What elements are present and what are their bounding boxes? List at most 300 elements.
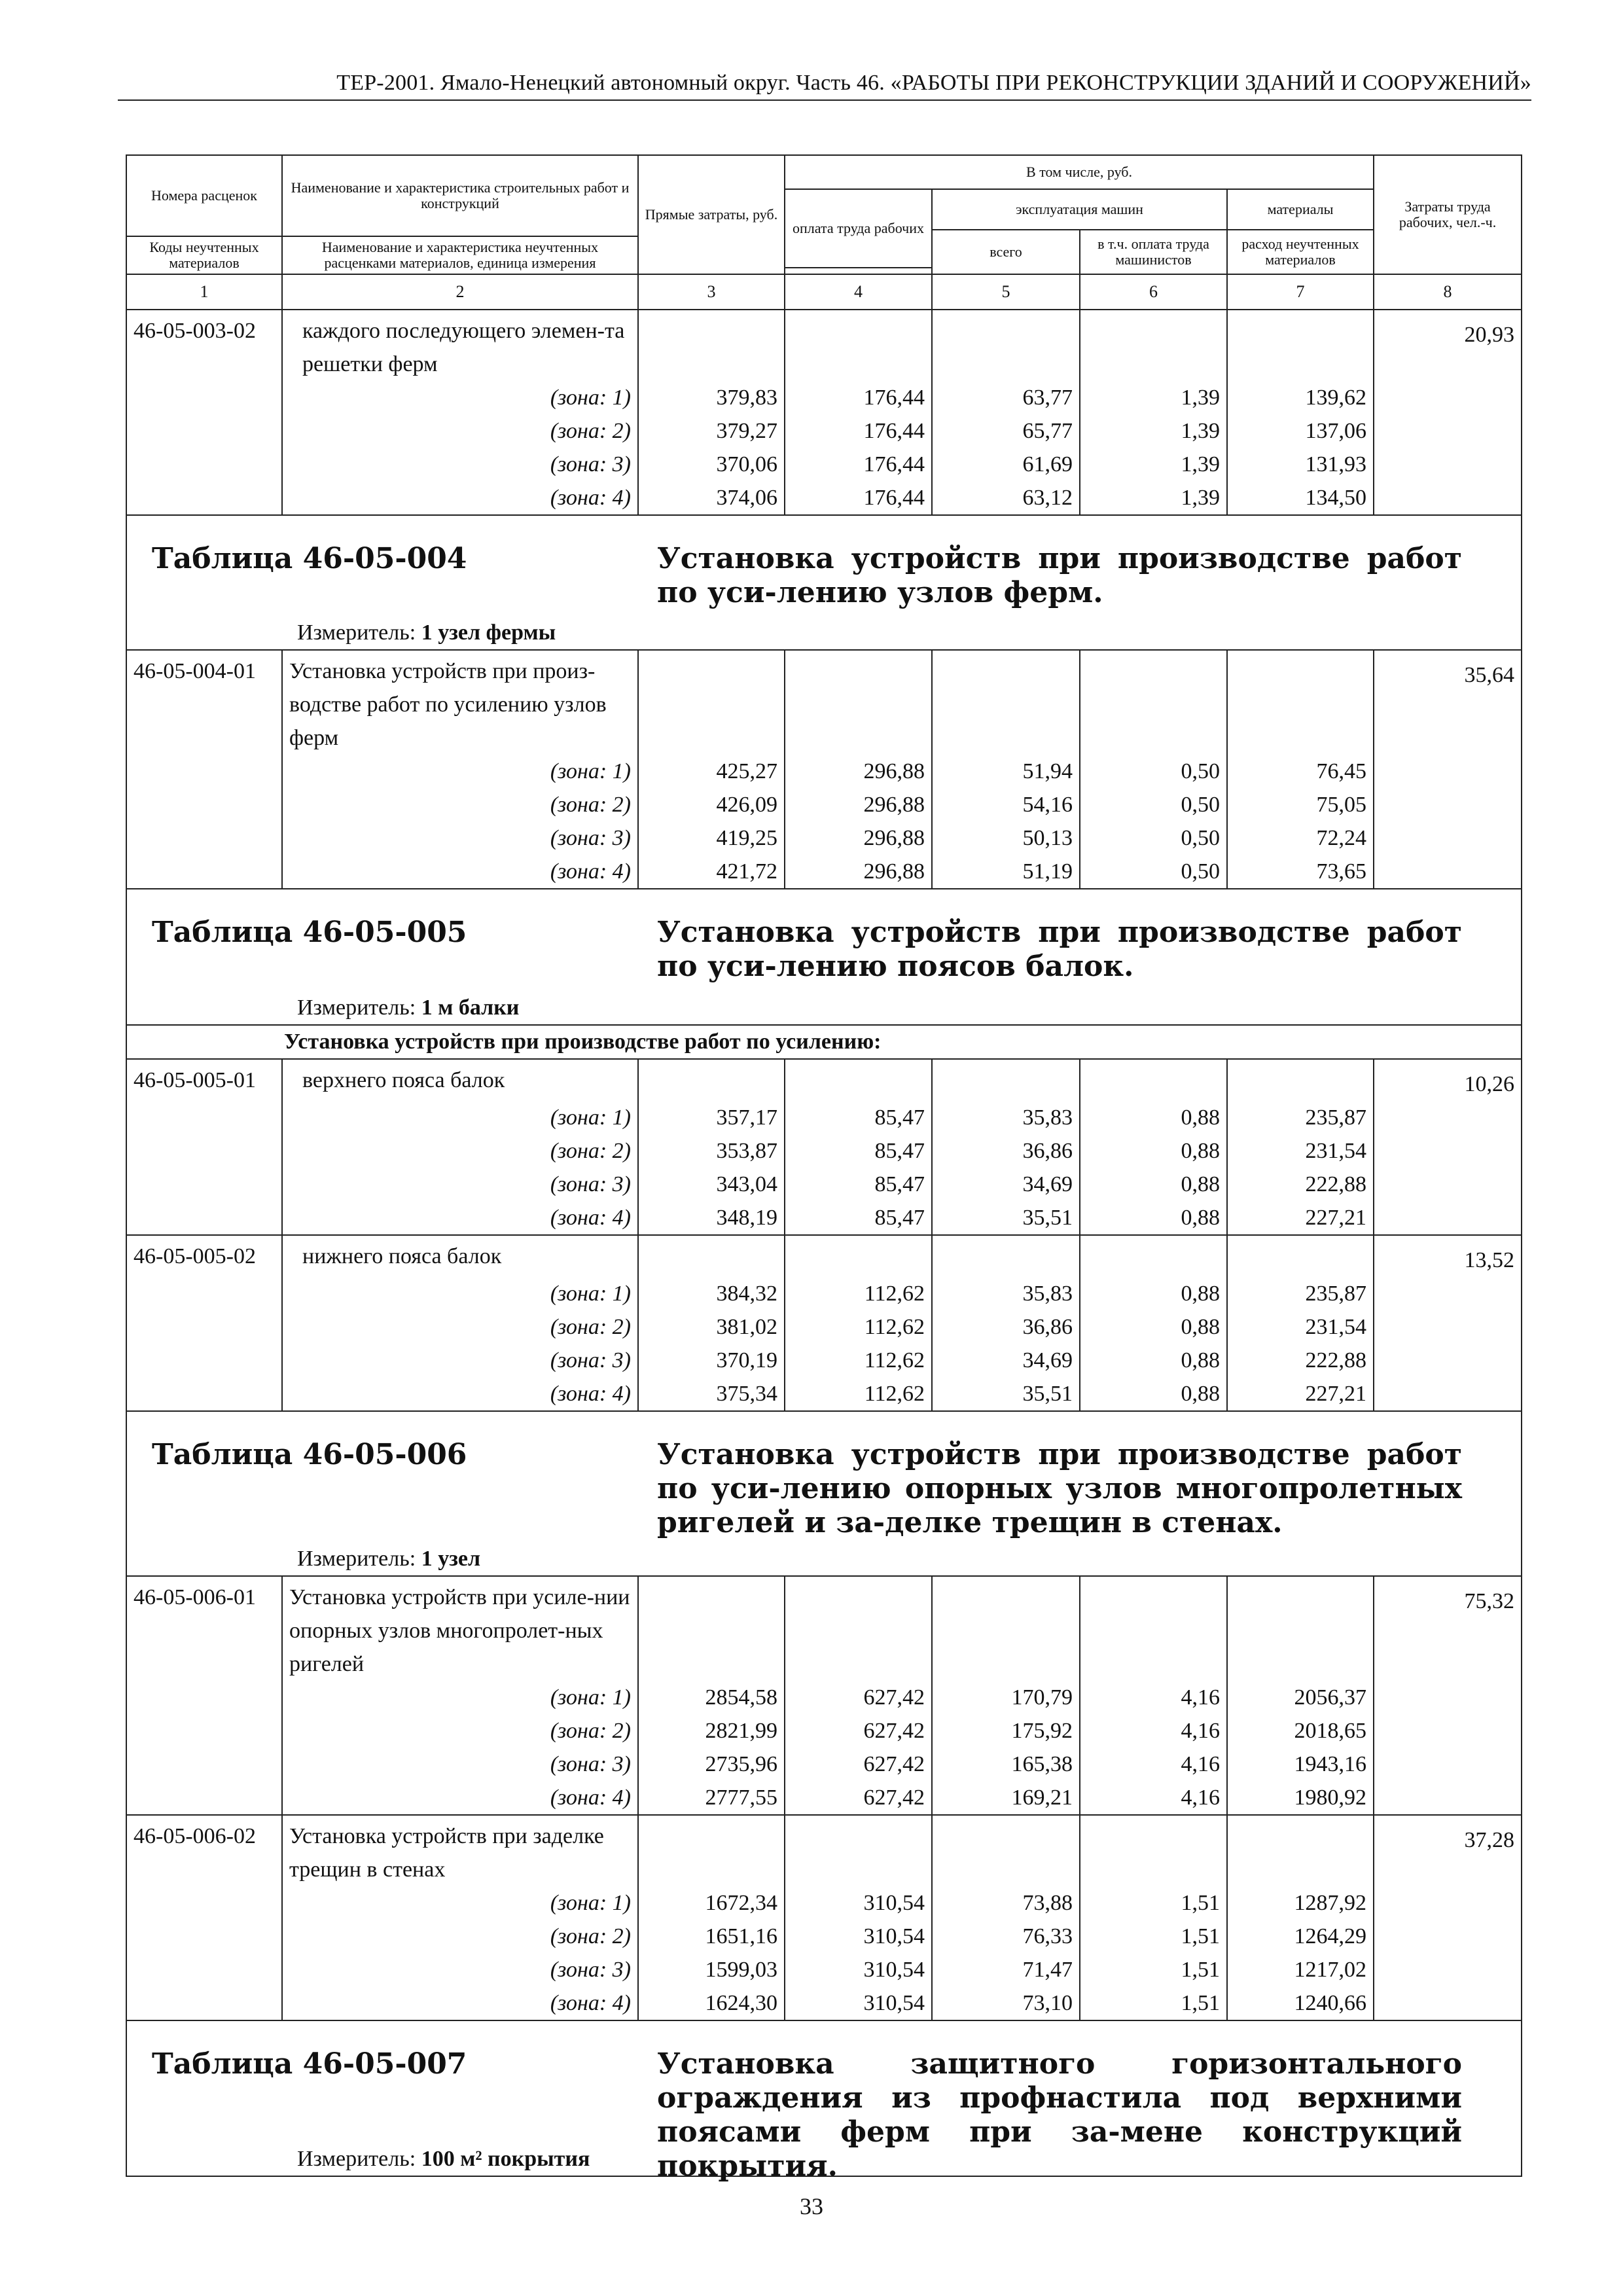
materials-cost: 1217,02: [1227, 1953, 1374, 1986]
header-including: В том числе, руб.: [785, 155, 1374, 189]
section-header: [126, 889, 1522, 1025]
empty-cell: [1374, 1344, 1522, 1377]
machine-cost: 36,86: [932, 1310, 1080, 1344]
zone-row: [126, 1168, 1522, 1201]
empty-cell: [1374, 1886, 1522, 1920]
machine-cost: 73,10: [932, 1986, 1080, 2020]
header-machines: эксплуатация машин: [932, 189, 1227, 230]
machine-cost: 71,47: [932, 1953, 1080, 1986]
materials-cost: 134,50: [1227, 481, 1374, 515]
labor-cost: 20,93: [1374, 310, 1522, 381]
empty-cell: [785, 650, 932, 755]
header-materials: материалы: [1227, 189, 1374, 230]
materials-cost: 75,05: [1227, 788, 1374, 821]
table-title: Таблица 46-05-004: [152, 542, 467, 575]
meter-value: 1 м балки: [421, 996, 520, 1020]
wage-cost: 176,44: [785, 414, 932, 448]
materials-cost: 235,87: [1227, 1101, 1374, 1134]
machine-cost: 169,21: [932, 1781, 1080, 1815]
empty-cell: [126, 481, 282, 515]
empty-cell: [1374, 1714, 1522, 1748]
zone-label: (зона: 3): [282, 821, 638, 855]
operator-wage: 0,50: [1080, 788, 1227, 821]
empty-cell: [126, 1277, 282, 1310]
direct-cost: 2735,96: [638, 1748, 785, 1781]
materials-cost: 1240,66: [1227, 1986, 1374, 2020]
empty-cell: [785, 1576, 932, 1681]
empty-cell: [126, 1201, 282, 1235]
machine-cost: 175,92: [932, 1714, 1080, 1748]
zone-row: [126, 481, 1522, 515]
machine-cost: 51,94: [932, 755, 1080, 788]
meter: [297, 620, 556, 645]
wage-cost: 296,88: [785, 755, 932, 788]
empty-cell: [1080, 310, 1227, 381]
section-header-cell: [126, 515, 1522, 650]
zone-label: (зона: 1): [282, 381, 638, 414]
zone-label: (зона: 3): [282, 1168, 638, 1201]
operator-wage: 0,88: [1080, 1310, 1227, 1344]
materials-cost: 76,45: [1227, 755, 1374, 788]
header-number: 5: [932, 274, 1080, 310]
empty-cell: [1374, 381, 1522, 414]
materials-cost: 139,62: [1227, 381, 1374, 414]
empty-cell: [1374, 481, 1522, 515]
operator-wage: 0,88: [1080, 1134, 1227, 1168]
machine-cost: 36,86: [932, 1134, 1080, 1168]
header-number: 4: [785, 274, 932, 310]
materials-cost: 1980,92: [1227, 1781, 1374, 1815]
labor-cost: 10,26: [1374, 1059, 1522, 1101]
subheading: Установка устройств при производстве работ по усилению:: [126, 1025, 1522, 1059]
empty-cell: [126, 1986, 282, 2020]
table-body: [126, 155, 1522, 2183]
empty-cell: [1227, 1059, 1374, 1101]
empty-cell: [932, 1235, 1080, 1277]
header-col6: в т.ч. оплата труда машинистов: [1080, 230, 1227, 274]
header-number: 2: [282, 274, 638, 310]
materials-cost: 227,21: [1227, 1377, 1374, 1411]
empty-cell: [126, 1681, 282, 1714]
zone-row: [126, 1201, 1522, 1235]
machine-cost: 73,88: [932, 1886, 1080, 1920]
rate-name: нижнего пояса балок: [282, 1235, 638, 1277]
empty-cell: [785, 1235, 932, 1277]
zone-row: [126, 821, 1522, 855]
zone-row: [126, 1344, 1522, 1377]
wage-cost: 296,88: [785, 855, 932, 889]
header-number: 8: [1374, 274, 1522, 310]
empty-cell: [1374, 1781, 1522, 1815]
empty-cell: [1374, 1168, 1522, 1201]
zone-label: (зона: 3): [282, 448, 638, 481]
materials-cost: 137,06: [1227, 414, 1374, 448]
section-header-cell: [126, 1411, 1522, 1576]
zone-label: (зона: 2): [282, 1310, 638, 1344]
machine-cost: 65,77: [932, 414, 1080, 448]
empty-cell: [1080, 1815, 1227, 1886]
operator-wage: 1,39: [1080, 448, 1227, 481]
materials-cost: 73,65: [1227, 855, 1374, 889]
zone-row: [126, 1714, 1522, 1748]
materials-cost: 227,21: [1227, 1201, 1374, 1235]
materials-cost: 231,54: [1227, 1310, 1374, 1344]
machine-cost: 34,69: [932, 1168, 1080, 1201]
empty-cell: [1080, 1059, 1227, 1101]
meter-label: Измеритель:: [297, 1547, 416, 1571]
empty-cell: [1374, 788, 1522, 821]
wage-cost: 112,62: [785, 1277, 932, 1310]
header-number-row: [126, 274, 1522, 310]
direct-cost: 381,02: [638, 1310, 785, 1344]
rate-row: [126, 1059, 1522, 1101]
materials-cost: 131,93: [1227, 448, 1374, 481]
header-col2-top: Наименование и характеристика строительных работ и конструкций: [282, 155, 638, 236]
direct-cost: 370,06: [638, 448, 785, 481]
zone-label: (зона: 1): [282, 755, 638, 788]
rates-table: [126, 154, 1522, 2183]
empty-cell: [126, 1920, 282, 1953]
rate-code: 46-05-005-02: [126, 1235, 282, 1277]
zone-row: [126, 1134, 1522, 1168]
wage-cost: 310,54: [785, 1886, 932, 1920]
direct-cost: 374,06: [638, 481, 785, 515]
zone-row: [126, 381, 1522, 414]
direct-cost: 370,19: [638, 1344, 785, 1377]
table-description: Установка защитного горизонтального ограждения из профнастила под верхними поясами ферм при за-мене конструкций покрытия.: [657, 2047, 1462, 2183]
empty-cell: [126, 1714, 282, 1748]
zone-row: [126, 1920, 1522, 1953]
zone-row: [126, 755, 1522, 788]
header-col2-bottom: Наименование и характеристика неучтенных расценками материалов, единица измерения: [282, 236, 638, 274]
rate-row: [126, 1235, 1522, 1277]
direct-cost: 353,87: [638, 1134, 785, 1168]
zone-label: (зона: 4): [282, 1201, 638, 1235]
empty-cell: [638, 1815, 785, 1886]
meter-value: 1 узел фермы: [421, 620, 556, 645]
machine-cost: 35,83: [932, 1101, 1080, 1134]
machine-cost: 165,38: [932, 1748, 1080, 1781]
empty-cell: [126, 1101, 282, 1134]
direct-cost: 2777,55: [638, 1781, 785, 1815]
materials-cost: 2056,37: [1227, 1681, 1374, 1714]
header-col4: оплата труда рабочих: [785, 189, 932, 268]
machine-cost: 51,19: [932, 855, 1080, 889]
empty-cell: [1227, 310, 1374, 381]
empty-cell: [638, 310, 785, 381]
materials-cost: 1287,92: [1227, 1886, 1374, 1920]
rate-row: [126, 1576, 1522, 1681]
wage-cost: 112,62: [785, 1344, 932, 1377]
operator-wage: 4,16: [1080, 1681, 1227, 1714]
zone-row: [126, 448, 1522, 481]
header-number: 3: [638, 274, 785, 310]
wage-cost: 112,62: [785, 1377, 932, 1411]
empty-cell: [126, 414, 282, 448]
zone-row: [126, 1377, 1522, 1411]
table-description: Установка устройств при производстве работ по уси-лению поясов балок.: [657, 916, 1462, 983]
zone-label: (зона: 4): [282, 855, 638, 889]
empty-cell: [1227, 1235, 1374, 1277]
operator-wage: 4,16: [1080, 1781, 1227, 1815]
header-col7: расход неучтенных материалов: [1227, 230, 1374, 274]
zone-row: [126, 1953, 1522, 1986]
wage-cost: 627,42: [785, 1781, 932, 1815]
meter-label: Измеритель:: [297, 2147, 416, 2171]
wage-cost: 296,88: [785, 821, 932, 855]
materials-cost: 72,24: [1227, 821, 1374, 855]
machine-cost: 63,12: [932, 481, 1080, 515]
empty-cell: [1374, 821, 1522, 855]
operator-wage: 1,51: [1080, 1920, 1227, 1953]
subheading-row: [126, 1025, 1522, 1059]
wage-cost: 310,54: [785, 1920, 932, 1953]
wage-cost: 85,47: [785, 1101, 932, 1134]
section-header: [126, 515, 1522, 650]
zone-label: (зона: 3): [282, 1953, 638, 1986]
table-description: Установка устройств при производстве работ по уси-лению опорных узлов многопролетных ригелей и за-делке трещин в стенах.: [657, 1438, 1462, 1539]
empty-cell: [1080, 650, 1227, 755]
empty-cell: [1227, 650, 1374, 755]
empty-cell: [785, 310, 932, 381]
rate-name: каждого последующего элемен-та решетки ферм: [282, 310, 638, 381]
machine-cost: 63,77: [932, 381, 1080, 414]
header-col5: всего: [932, 230, 1080, 274]
wage-cost: 310,54: [785, 1986, 932, 2020]
empty-cell: [1374, 1681, 1522, 1714]
wage-cost: 85,47: [785, 1201, 932, 1235]
empty-cell: [126, 788, 282, 821]
rate-name: Установка устройств при усиле-нии опорных узлов многопролет-ных ригелей: [282, 1576, 638, 1681]
empty-cell: [1374, 755, 1522, 788]
zone-label: (зона: 4): [282, 1377, 638, 1411]
section-box: [134, 889, 1514, 1024]
zone-label: (зона: 2): [282, 414, 638, 448]
empty-cell: [638, 1235, 785, 1277]
rate-name: верхнего пояса балок: [282, 1059, 638, 1101]
header-number: 7: [1227, 274, 1374, 310]
zone-row: [126, 1101, 1522, 1134]
table-title: Таблица 46-05-005: [152, 916, 467, 949]
zone-label: (зона: 1): [282, 1886, 638, 1920]
section-header: [126, 2020, 1522, 2176]
operator-wage: 0,88: [1080, 1377, 1227, 1411]
zone-label: (зона: 1): [282, 1681, 638, 1714]
direct-cost: 1672,34: [638, 1886, 785, 1920]
machine-cost: 35,51: [932, 1377, 1080, 1411]
zone-row: [126, 1986, 1522, 2020]
empty-cell: [1227, 1576, 1374, 1681]
wage-cost: 85,47: [785, 1134, 932, 1168]
zone-label: (зона: 4): [282, 1781, 638, 1815]
zone-label: (зона: 2): [282, 788, 638, 821]
operator-wage: 0,88: [1080, 1101, 1227, 1134]
empty-cell: [126, 1377, 282, 1411]
meter: [297, 996, 519, 1020]
empty-cell: [1080, 1576, 1227, 1681]
zone-label: (зона: 4): [282, 481, 638, 515]
direct-cost: 357,17: [638, 1101, 785, 1134]
section-box: [134, 2021, 1514, 2183]
direct-cost: 1599,03: [638, 1953, 785, 1986]
machine-cost: 35,83: [932, 1277, 1080, 1310]
zone-row: [126, 1681, 1522, 1714]
materials-cost: 222,88: [1227, 1344, 1374, 1377]
header-col3: Прямые затраты, руб.: [638, 155, 785, 274]
wage-cost: 627,42: [785, 1714, 932, 1748]
wage-cost: 296,88: [785, 788, 932, 821]
empty-cell: [785, 1059, 932, 1101]
operator-wage: 0,88: [1080, 1201, 1227, 1235]
operator-wage: 1,39: [1080, 414, 1227, 448]
operator-wage: 1,51: [1080, 1886, 1227, 1920]
direct-cost: 425,27: [638, 755, 785, 788]
labor-cost: 37,28: [1374, 1815, 1522, 1886]
direct-cost: 419,25: [638, 821, 785, 855]
empty-cell: [1374, 1101, 1522, 1134]
meter: [297, 1547, 480, 1571]
direct-cost: 1651,16: [638, 1920, 785, 1953]
empty-cell: [932, 310, 1080, 381]
wage-cost: 176,44: [785, 448, 932, 481]
operator-wage: 1,39: [1080, 481, 1227, 515]
zone-row: [126, 1781, 1522, 1815]
direct-cost: 348,19: [638, 1201, 785, 1235]
empty-cell: [1374, 448, 1522, 481]
empty-cell: [126, 381, 282, 414]
zone-row: [126, 855, 1522, 889]
operator-wage: 0,88: [1080, 1168, 1227, 1201]
operator-wage: 1,51: [1080, 1986, 1227, 2020]
empty-cell: [1374, 1201, 1522, 1235]
zone-row: [126, 1886, 1522, 1920]
operator-wage: 0,50: [1080, 821, 1227, 855]
zone-label: (зона: 4): [282, 1986, 638, 2020]
empty-cell: [1374, 1920, 1522, 1953]
zone-label: (зона: 2): [282, 1920, 638, 1953]
table-title: Таблица 46-05-007: [152, 2047, 467, 2081]
direct-cost: 2821,99: [638, 1714, 785, 1748]
wage-cost: 627,42: [785, 1748, 932, 1781]
empty-cell: [126, 1748, 282, 1781]
empty-cell: [1374, 414, 1522, 448]
wage-cost: 310,54: [785, 1953, 932, 1986]
header-col1-bottom: Коды неучтенных материалов: [126, 236, 282, 274]
empty-cell: [1374, 1377, 1522, 1411]
section-header-cell: [126, 889, 1522, 1025]
empty-cell: [126, 448, 282, 481]
zone-row: [126, 414, 1522, 448]
empty-cell: [126, 1134, 282, 1168]
machine-cost: 35,51: [932, 1201, 1080, 1235]
empty-cell: [1374, 1748, 1522, 1781]
empty-cell: [638, 650, 785, 755]
wage-cost: 176,44: [785, 481, 932, 515]
meter-label: Измеритель:: [297, 620, 416, 645]
section-box: [134, 516, 1514, 649]
rate-name: Установка устройств при заделке трещин в стенах: [282, 1815, 638, 1886]
machine-cost: 170,79: [932, 1681, 1080, 1714]
empty-cell: [1374, 1310, 1522, 1344]
empty-cell: [1227, 1815, 1374, 1886]
empty-cell: [126, 1886, 282, 1920]
zone-label: (зона: 3): [282, 1344, 638, 1377]
wage-cost: 176,44: [785, 381, 932, 414]
table-description: Установка устройств при производстве работ по уси-лению узлов ферм.: [657, 542, 1462, 609]
empty-cell: [1374, 855, 1522, 889]
materials-cost: 1943,16: [1227, 1748, 1374, 1781]
empty-cell: [932, 1059, 1080, 1101]
operator-wage: 1,39: [1080, 381, 1227, 414]
direct-cost: 1624,30: [638, 1986, 785, 2020]
operator-wage: 0,88: [1080, 1277, 1227, 1310]
empty-cell: [126, 1953, 282, 1986]
empty-cell: [932, 650, 1080, 755]
header-number: 1: [126, 274, 282, 310]
materials-cost: 1264,29: [1227, 1920, 1374, 1953]
wage-cost: 627,42: [785, 1681, 932, 1714]
page-number: 33: [800, 2193, 823, 2219]
operator-wage: 4,16: [1080, 1748, 1227, 1781]
empty-cell: [126, 855, 282, 889]
section-header: [126, 1411, 1522, 1576]
section-header-cell: [126, 2020, 1522, 2183]
meter-value: 1 узел: [421, 1547, 481, 1571]
direct-cost: 2854,58: [638, 1681, 785, 1714]
zone-label: (зона: 1): [282, 1277, 638, 1310]
empty-cell: [1374, 1953, 1522, 1986]
meter-label: Измеритель:: [297, 996, 416, 1020]
zone-row: [126, 1277, 1522, 1310]
empty-cell: [1080, 1235, 1227, 1277]
empty-cell: [126, 755, 282, 788]
header-col1-top: Номера расценок: [126, 155, 282, 236]
rate-code: 46-05-006-01: [126, 1576, 282, 1681]
zone-label: (зона: 2): [282, 1714, 638, 1748]
rate-name: Установка устройств при произ-водстве работ по усилению узлов ферм: [282, 650, 638, 755]
meter: [297, 2147, 590, 2172]
header-col8: Затраты труда рабочих, чел.-ч.: [1374, 155, 1522, 274]
machine-cost: 61,69: [932, 448, 1080, 481]
machine-cost: 76,33: [932, 1920, 1080, 1953]
labor-cost: 13,52: [1374, 1235, 1522, 1277]
empty-cell: [126, 1310, 282, 1344]
rate-row: [126, 310, 1522, 381]
empty-cell: [785, 1815, 932, 1886]
zone-row: [126, 788, 1522, 821]
rate-row: [126, 1815, 1522, 1886]
zone-label: (зона: 1): [282, 1101, 638, 1134]
rate-code: 46-05-005-01: [126, 1059, 282, 1101]
operator-wage: 0,88: [1080, 1344, 1227, 1377]
empty-cell: [638, 1059, 785, 1101]
labor-cost: 35,64: [1374, 650, 1522, 755]
materials-cost: 231,54: [1227, 1134, 1374, 1168]
empty-cell: [126, 1168, 282, 1201]
operator-wage: 0,50: [1080, 755, 1227, 788]
rate-code: 46-05-004-01: [126, 650, 282, 755]
empty-cell: [932, 1815, 1080, 1886]
rate-code: 46-05-006-02: [126, 1815, 282, 1886]
meter-value: 100 м² покрытия: [421, 2147, 590, 2171]
wage-cost: 85,47: [785, 1168, 932, 1201]
empty-cell: [1374, 1134, 1522, 1168]
machine-cost: 50,13: [932, 821, 1080, 855]
empty-cell: [126, 821, 282, 855]
machine-cost: 34,69: [932, 1344, 1080, 1377]
header-number: 6: [1080, 274, 1227, 310]
direct-cost: 426,09: [638, 788, 785, 821]
